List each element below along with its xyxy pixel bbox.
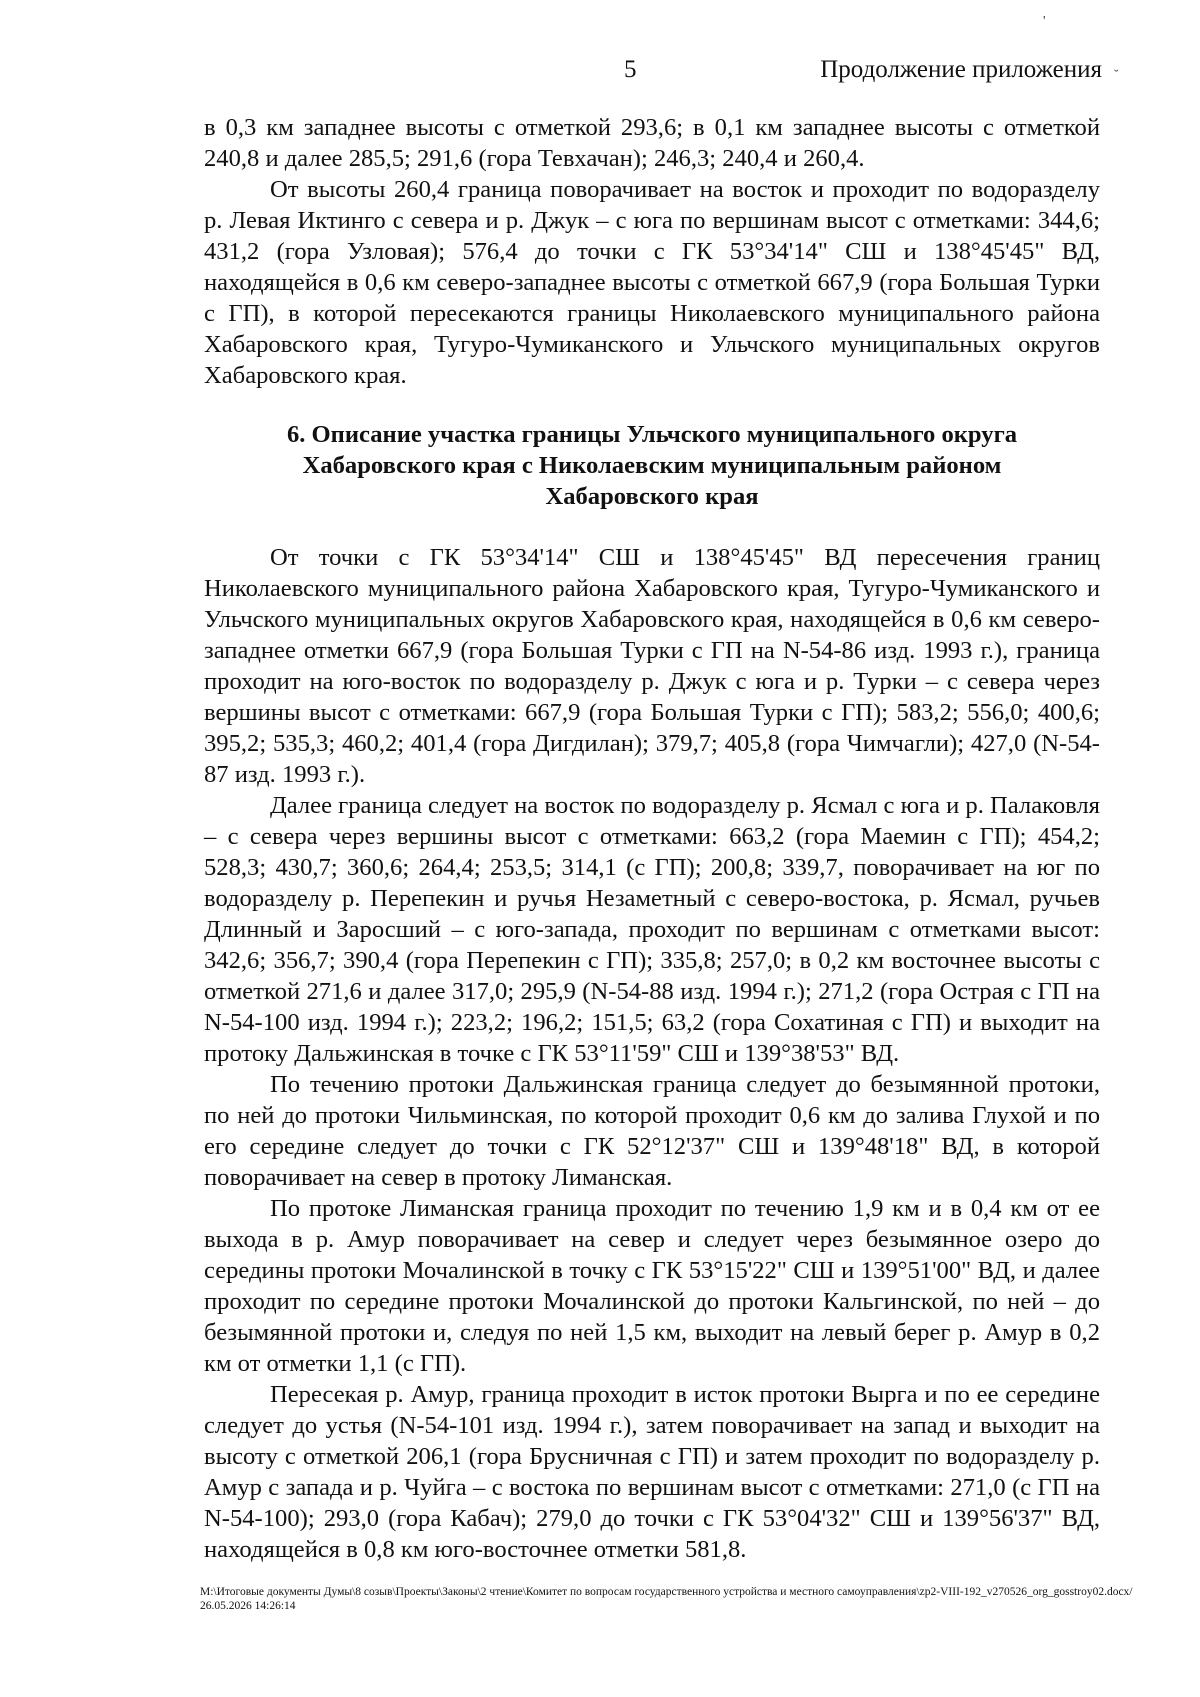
paragraph: По протоке Лиманская граница проходит по течению 1,9 км и в 0,4 км от ее выхода в р. Амур поворачивает на север и следует через безымянное озеро до середины протоки Мочалинской в точку с ГК 53°15'22" СШ и 139°51'00" ВД, и далее проходит по середине протоки Мочалинской до протоки Кальгинской, по ней – до безымянной протоки и, следуя по ней 1,5 км, выходит на левый берег р. Амур в 0,2 км от отметки 1,1 (с ГП). xyxy=(204,1195,1100,1377)
section-heading xyxy=(204,419,1100,512)
paragraph: Пересекая р. Амур, граница проходит в исток протоки Вырга и по ее середине следует до устья (N-54-101 изд. 1994 г.), затем поворачивает на запад и выходит на высоту с отметкой 206,1 (гора Брусничная с ГП) и затем проходит по водоразделу р. Амур с запада и р. Чуйга – с востока по вершинам высот с отметками: 271,0 (с ГП на N-54-100); 293,0 (гора Кабач); 279,0 до точки с ГК 53°04'32" СШ и 139°56'37" ВД, находящейся в 0,8 км юго-восточнее отметки 581,8. xyxy=(204,1381,1100,1563)
section-heading-line: 6. Описание участка границы Ульчского муниципального округа xyxy=(286,421,1018,448)
continuation-label: Продолжение приложения xyxy=(820,56,1102,83)
paragraph: От точки с ГК 53°34'14" СШ и 138°45'45" ВД пересечения границ Николаевского муниципального района Хабаровского края, Тугуро-Чумиканского и Ульчского муниципальных округов Хабаровского края, находящейся в 0,6 км северо-западнее отметки 667,9 (гора Большая Турки с ГП на N-54-86 изд. 1993 г.), граница проходит на юго-восток по водоразделу р. Джук с юга и р. Турки – с севера через вершины высот с отметками: 667,9 (гора Большая Турки с ГП); 583,2; 556,0; 400,6; 395,2; 535,3; 460,2; 401,4 (гора Дигдилан); 379,7; 405,8 (гора Чимчагли); 427,0 (N-54-87 изд. 1993 г.). xyxy=(204,544,1100,788)
page-number: 5 xyxy=(624,56,637,83)
paragraph: Далее граница следует на восток по водоразделу р. Ясмал с юга и р. Палаковля – с севера через вершины высот с отметками: 663,2 (гора Маемин с ГП); 454,2; 528,3; 430,7; 360,6; 264,4; 253,5; 314,1 (с ГП); 200,8; 339,7, поворачивает на юг по водоразделу р. Перепекин и ручья Незаметный с северо-востока, р. Ясмал, ручьев Длинный и Заросший – с юго-запада, проходит по вершинам с отметками высот: 342,6; 356,7; 390,4 (гора Перепекин с ГП); 335,8; 257,0; в 0,2 км восточнее высоты с отметкой 271,6 и далее 317,0; 295,9 (N-54-88 изд. 1994 г.); 271,2 (гора Острая с ГП на N-54-100 изд. 1994 г.); 223,2; 196,2; 151,5; 63,2 (гора Сохатиная с ГП) и выходит на протоку Дальжинская в точке с ГК 53°11'59" СШ и 139°38'53" ВД. xyxy=(204,792,1100,1067)
section-heading-line: Хабаровского края xyxy=(545,483,759,510)
scan-speck-mark: ˘ xyxy=(1114,68,1119,83)
paragraph: По течению протоки Дальжинская граница следует до безымянной протоки, по ней до протоки Чильминская, по которой проходит 0,6 км до залива Глухой и по его середине следует до точки с ГК 52°12'37" СШ и 139°48'18" ВД, в которой поворачивает на север в протоку Лиманская. xyxy=(204,1071,1100,1191)
page-header xyxy=(0,56,1200,92)
section-heading-line: Хабаровского края с Николаевским муниципальным районом xyxy=(302,452,1002,479)
document-body xyxy=(204,112,1100,1565)
file-path-footer: M:\Итоговые документы Думы\8 созыв\Проекты\Законы\2 чтение\Комитет по вопросам государственного устройства и местного самоуправления\zp2-VIII-192_v270526_org_gosstroy02.docx/26.05.2026 14:26:14 xyxy=(200,1586,1133,1612)
paragraph: От высоты 260,4 граница поворачивает на восток и проходит по водоразделу р. Левая Иктинго с севера и р. Джук – с юга по вершинам высот с отметками: 344,6; 431,2 (гора Узловая); 576,4 до точки с ГК 53°34'14" СШ и 138°45'45" ВД, находящейся в 0,6 км северо-западнее высоты с отметкой 667,9 (гора Большая Турки с ГП), в которой пересекаются границы Николаевского муниципального района Хабаровского края, Тугуро-Чумиканского и Ульчского муниципальных округов Хабаровского края. xyxy=(204,176,1100,389)
scan-speck-mark: ' xyxy=(1043,14,1046,29)
paragraph: в 0,3 км западнее высоты с отметкой 293,6; в 0,1 км западнее высоты с отметкой 240,8 и далее 285,5; 291,6 (гора Тевхачан); 246,3; 240,4 и 260,4. xyxy=(204,114,1100,172)
